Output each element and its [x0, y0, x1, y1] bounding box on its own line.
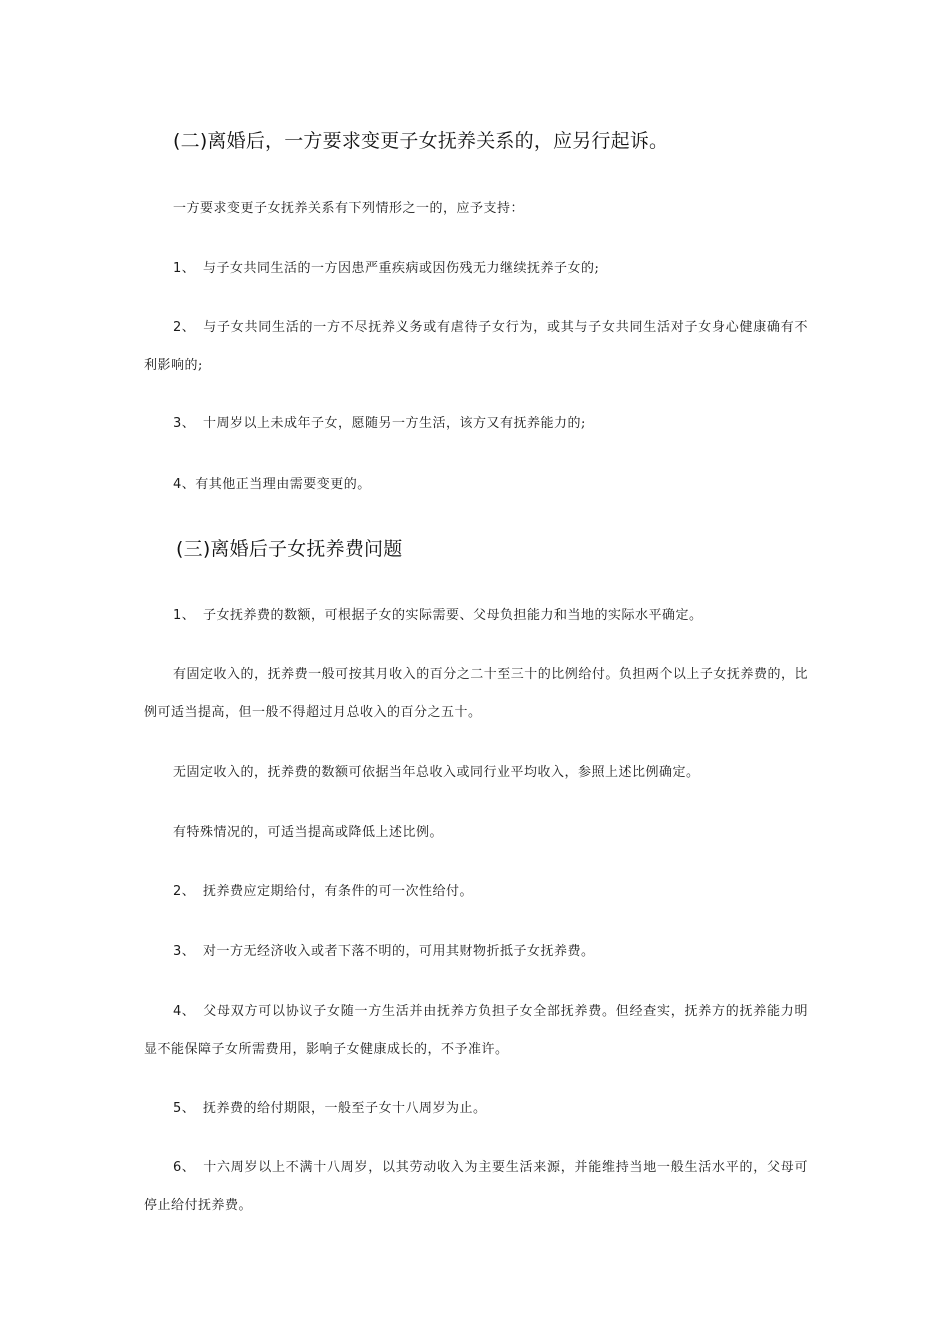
- paragraph-fixed-income: [144, 656, 808, 732]
- item-number: 4、: [173, 477, 196, 492]
- item-number: 3、: [173, 416, 196, 431]
- paragraph-text: 有特殊情况的，可适当提高或降低上述比例。: [173, 825, 444, 840]
- intro-text: 一方要求变更子女抚养关系有下列情形之一的，应予支持：: [173, 201, 525, 216]
- item-text: 与子女共同生活的一方因患严重疾病或因伤残无力继续抚养子女的;: [203, 261, 600, 276]
- section-heading-2: (二)离婚后，一方要求变更子女抚养关系的，应另行起诉。: [173, 130, 669, 152]
- list-item: [144, 993, 808, 1069]
- item-text: 与子女共同生活的一方不尽抚养义务或有虐待子女行为，或其与子女共同生活对子女身心健康确有不利影响的;: [144, 320, 808, 373]
- item-number: 3、: [173, 944, 196, 959]
- list-item: [144, 1090, 808, 1128]
- item-text: 对一方无经济收入或者下落不明的，可用其财物折抵子女抚养费。: [203, 944, 595, 959]
- list-item: [144, 250, 808, 288]
- item-number: 1、: [173, 608, 196, 623]
- list-item: [144, 405, 808, 443]
- item-text: 抚养费的给付期限，一般至子女十八周岁为止。: [203, 1101, 487, 1116]
- section-heading-3: (三)离婚后子女抚养费问题: [176, 538, 403, 560]
- list-item: [144, 873, 808, 911]
- item-text: 抚养费应定期给付，有条件的可一次性给付。: [203, 884, 474, 899]
- item-text: 十六周岁以上不满十八周岁，以其劳动收入为主要生活来源，并能维持当地一般生活水平的，父母可停止给付抚养费。: [144, 1160, 808, 1213]
- paragraph-text: 无固定收入的，抚养费的数额可依据当年总收入或同行业平均收入，参照上述比例确定。: [173, 765, 700, 780]
- list-item: [144, 933, 808, 971]
- list-item: [144, 597, 808, 635]
- list-item: [144, 309, 808, 385]
- item-text: 有其他正当理由需要变更的。: [195, 477, 371, 492]
- item-number: 2、: [173, 320, 196, 335]
- paragraph-no-fixed-income: [144, 754, 808, 792]
- item-number: 4、: [173, 1004, 196, 1019]
- item-text: 子女抚养费的数额，可根据子女的实际需要、父母负担能力和当地的实际水平确定。: [203, 608, 703, 623]
- paragraph-special: [144, 814, 808, 852]
- item-number: 2、: [173, 884, 196, 899]
- item-number: 5、: [173, 1101, 196, 1116]
- section2-intro: [144, 190, 808, 228]
- item-number: 1、: [173, 261, 196, 276]
- item-text: 十周岁以上未成年子女，愿随另一方生活，该方又有抚养能力的;: [203, 416, 586, 431]
- list-item: [144, 1149, 808, 1225]
- list-item: [144, 466, 808, 504]
- item-number: 6、: [173, 1160, 196, 1175]
- paragraph-text: 有固定收入的，抚养费一般可按其月收入的百分之二十至三十的比例给付。负担两个以上子女抚养费的，比例可适当提高，但一般不得超过月总收入的百分之五十。: [144, 667, 808, 720]
- item-text: 父母双方可以协议子女随一方生活并由抚养方负担子女全部抚养费。但经查实，抚养方的抚养能力明显不能保障子女所需费用，影响子女健康成长的，不予准许。: [144, 1004, 808, 1057]
